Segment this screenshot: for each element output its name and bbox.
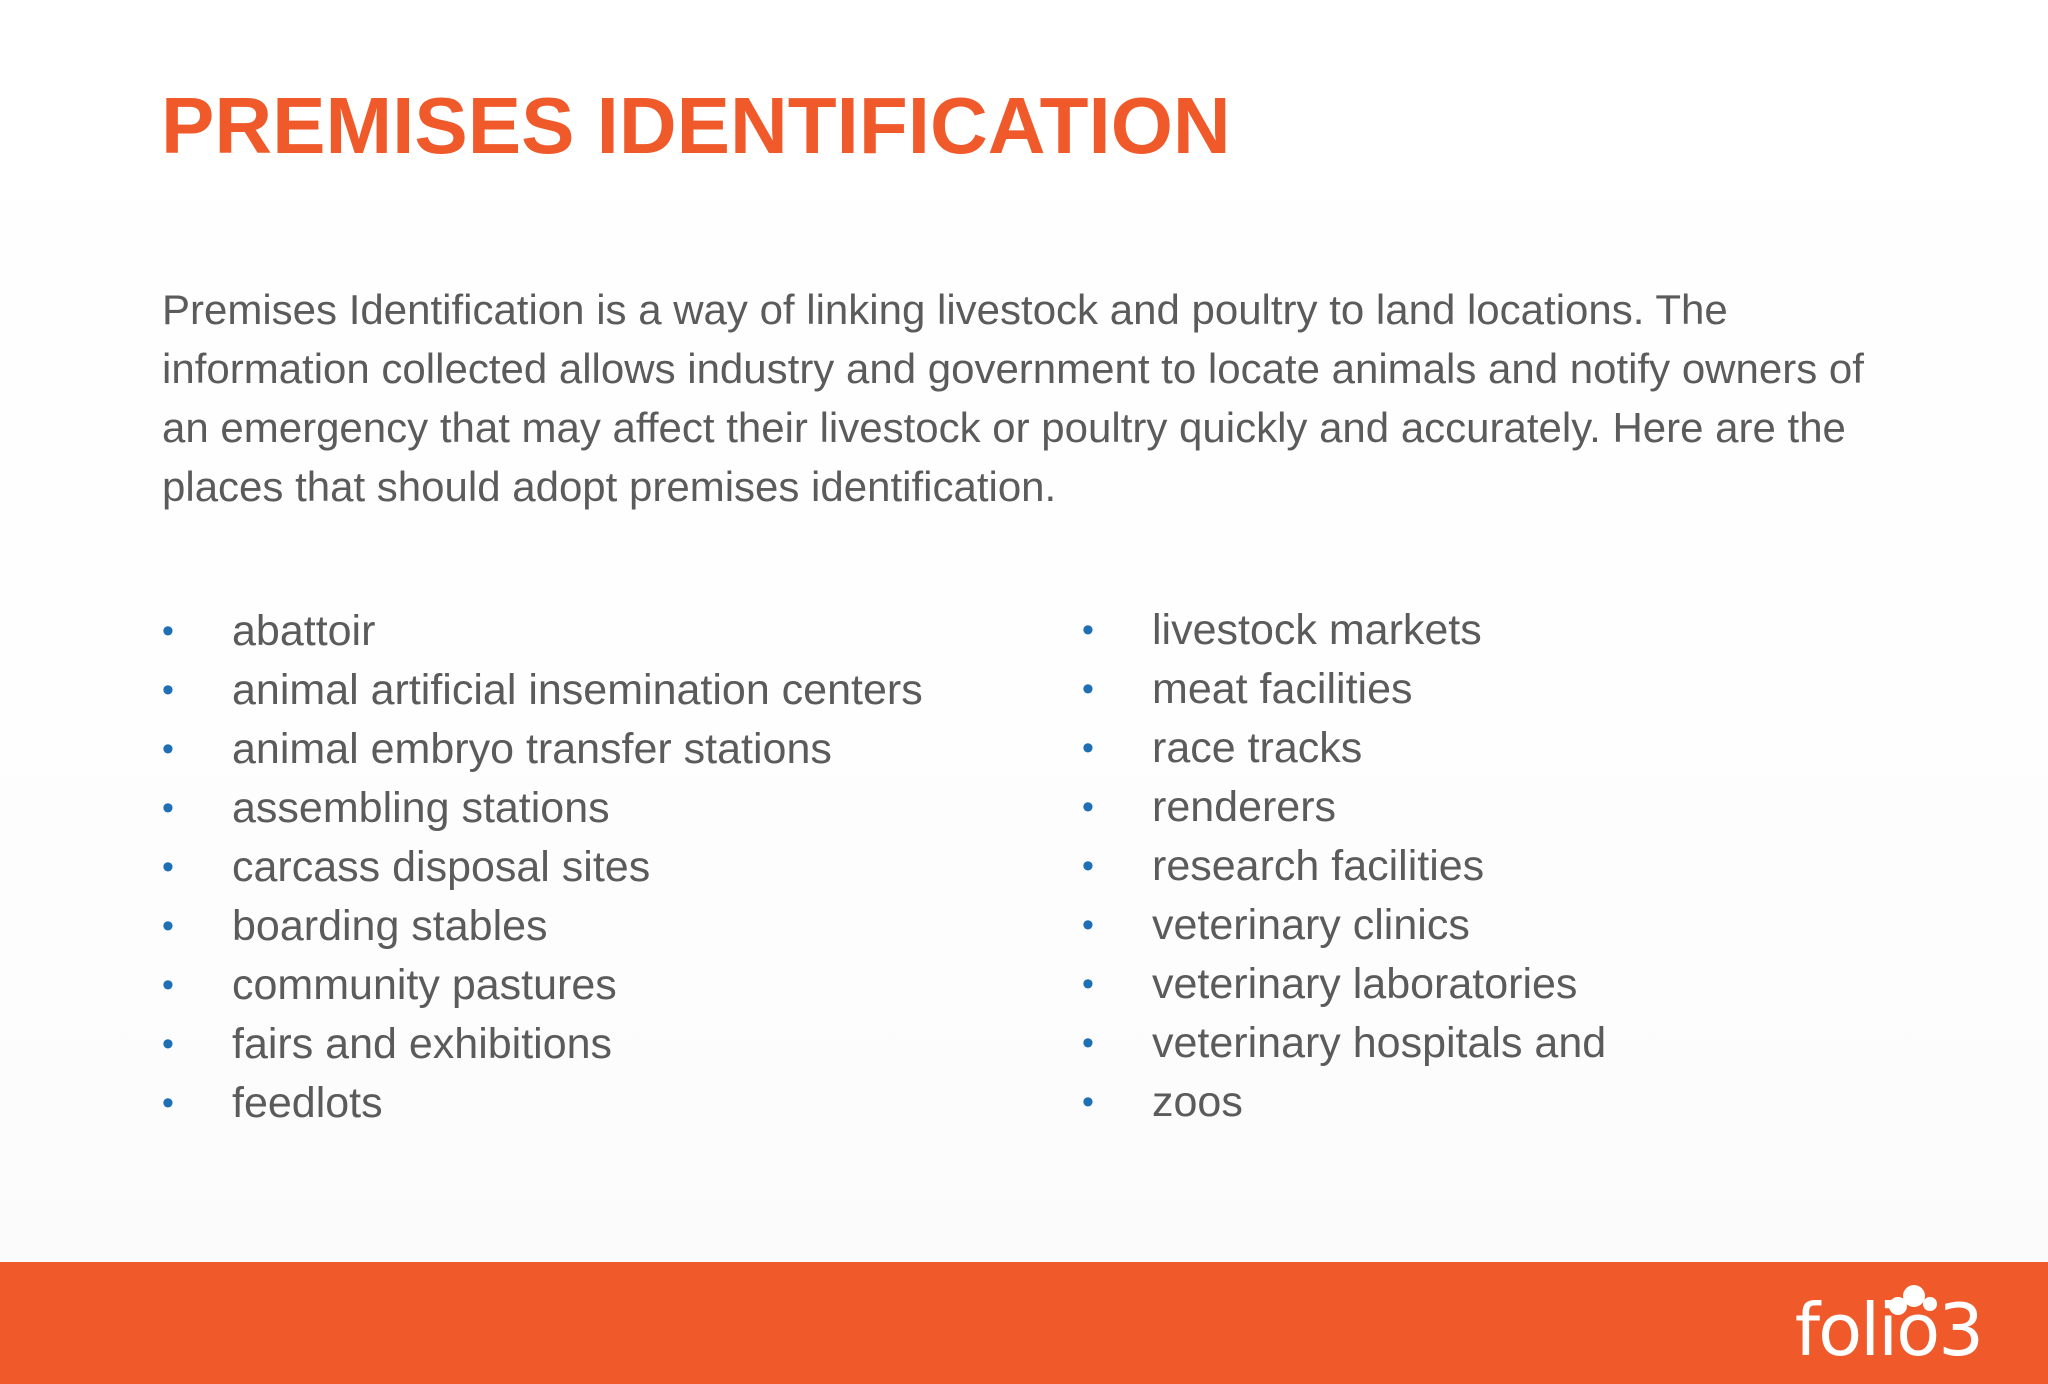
bullet-icon: •: [1082, 847, 1094, 885]
bullet-icon: •: [162, 907, 174, 945]
list-item: [162, 1015, 923, 1074]
slide-title: PREMISES IDENTIFICATION: [161, 81, 1231, 170]
bullet-icon: •: [162, 966, 174, 1004]
bullet-icon: •: [1082, 788, 1094, 826]
list-item: [162, 720, 923, 779]
list-item-text: livestock markets: [1152, 606, 1482, 654]
bullet-icon: •: [162, 1025, 174, 1063]
list-item: [162, 1074, 923, 1133]
list-item-text: fairs and exhibitions: [232, 1020, 613, 1068]
list-item-text: meat facilities: [1152, 665, 1413, 713]
list-item-text: renderers: [1152, 783, 1337, 831]
bullet-icon: •: [1082, 1024, 1094, 1062]
bullet-icon: •: [162, 789, 174, 827]
list-item: [1082, 896, 1606, 955]
list-item: [1082, 719, 1606, 778]
list-item: [1082, 601, 1606, 660]
list-item-text: assembling stations: [232, 784, 610, 832]
list-item-text: community pastures: [232, 961, 617, 1009]
bullet-icon: •: [1082, 611, 1094, 649]
list-item-text: race tracks: [1152, 724, 1363, 772]
list-item: [162, 661, 923, 720]
list-item: [162, 956, 923, 1015]
logo-text: folio3: [1794, 1288, 1982, 1372]
bullet-icon: •: [162, 612, 174, 650]
list-item-text: animal artificial insemination centers: [232, 666, 923, 714]
list-item: [162, 897, 923, 956]
list-item-text: zoos: [1152, 1078, 1243, 1126]
bullet-icon: •: [162, 671, 174, 709]
list-item-text: carcass disposal sites: [232, 843, 651, 891]
list-item-text: boarding stables: [232, 902, 548, 950]
list-item-text: feedlots: [232, 1079, 383, 1127]
list-item-text: abattoir: [232, 607, 376, 655]
bullet-icon: •: [1082, 729, 1094, 767]
premises-list-right: [1082, 601, 1606, 1132]
list-item-text: research facilities: [1152, 842, 1485, 890]
list-item: [1082, 1014, 1606, 1073]
list-item: [1082, 1073, 1606, 1132]
bullet-icon: •: [1082, 965, 1094, 1003]
list-item: [162, 602, 923, 661]
footer-bar: [0, 1262, 2048, 1384]
folio3-logo: [1762, 1286, 1982, 1372]
list-item: [1082, 955, 1606, 1014]
list-item: [1082, 778, 1606, 837]
list-item: [162, 779, 923, 838]
bullet-icon: •: [162, 730, 174, 768]
list-item-text: veterinary clinics: [1152, 901, 1470, 949]
bullet-icon: •: [162, 848, 174, 886]
intro-paragraph: Premises Identification is a way of linking livestock and poultry to land locations. The information collected allows industry and government to locate animals and notify owners of an emergency that may affect their livestock or poultry quickly and accurately. Here are the places that should adopt premises identification.: [162, 286, 1864, 510]
premises-list-left: [162, 602, 923, 1133]
bullet-icon: •: [1082, 670, 1094, 708]
list-item: [1082, 837, 1606, 896]
list-item-text: veterinary hospitals and: [1152, 1019, 1607, 1067]
bullet-icon: •: [1082, 906, 1094, 944]
list-item: [162, 838, 923, 897]
bullet-icon: •: [1082, 1083, 1094, 1121]
bullet-icon: •: [162, 1084, 174, 1122]
list-item-text: animal embryo transfer stations: [232, 725, 832, 773]
list-item: [1082, 660, 1606, 719]
list-item-text: veterinary laboratories: [1152, 960, 1578, 1008]
